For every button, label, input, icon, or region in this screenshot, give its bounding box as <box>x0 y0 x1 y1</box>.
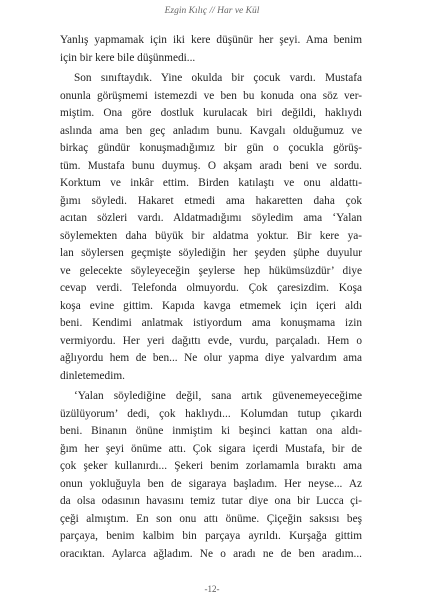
text-line: acıtan sözleri vardı. Aldatmadığımı söyledim ama ‘Yalan <box>60 212 362 224</box>
body-text <box>60 32 362 563</box>
text-line: onun yokluğuyla ben de sigaraya başladım. Her neyse... Az <box>60 477 362 490</box>
running-header: Ezgin Kılıç // Har ve Kül <box>164 6 260 16</box>
text-line: oracıktan. Aylarca ağladım. Ne o aradı ne de ben aradım... <box>60 547 362 560</box>
text-line: birkaç gündür konuşmadığımız bir gün o çocukla görüş- <box>60 142 362 154</box>
text-line: Korktum ve inkâr ettim. Birden katılaştı ve onu aldattı- <box>60 177 362 189</box>
text-line: ağlıyordu hem de ben... Ne olur yapma diye yalvardım ama <box>60 352 362 364</box>
paragraph-3 <box>60 388 362 563</box>
paragraph-1 <box>60 32 362 67</box>
text-line: onunla görüşmemi istemezdi ve ben bu konuda ona söz ver- <box>60 89 362 102</box>
text-line: ğım her şeyi önüme attı. Çok sigara içerdi Mustafa, bir de <box>60 442 362 455</box>
text-line: koşa evine gittim. Kapıda kavga etmemek için içeri aldı <box>60 299 362 312</box>
text-line: için bir kere bile düşünmedi... <box>60 51 196 64</box>
text-line: ğımı söyledi. Hakaret etmedi ama hakaretten daha çok <box>60 194 362 207</box>
text-line: parçaya, benim kalbim bin parçaya ayrıldı. Kurşağa gittim <box>60 530 362 542</box>
text-line: söylemekten daha büyük bir aldatma yoktur. Bir kere ya- <box>60 229 362 242</box>
text-line: tüm. Mustafa bunu duymuş. O akşam aradı beni ve sordu. <box>60 159 362 172</box>
text-line: üzülüyorum’ dedi, çok haklıydı... Kolumdan tutup çıkardı <box>60 407 362 420</box>
text-line: dinletemedim. <box>60 369 125 382</box>
text-line: lan söylersen geçmişte söylediğin her şeyden şüphe duyulur <box>60 247 362 259</box>
text-line: da olsa odasının havasını temiz tutar diye ona bir Lucca çi- <box>60 495 362 507</box>
paragraph-2 <box>60 70 362 385</box>
page-number: -12- <box>204 584 220 594</box>
text-line: cevap verdi. Telefonda olmuyordu. Çok çaresizdim. Koşa <box>60 282 362 294</box>
text-line: çeği almıştım. En son onu attı önüme. Çiçeğin saksısı beş <box>60 512 362 525</box>
text-line: vermiyordu. Her yeri dağıttı evde, vurdu, parçaladı. Hem o <box>60 334 362 347</box>
text-line: aslında ama ben geç anladım bunu. Kavgalı olduğumuz ve <box>60 124 362 137</box>
text-line: ‘Yalan söylediğine değil, sana artık güvenemeyeceğime <box>74 390 362 402</box>
text-line: beni. Kendimi anlatmak istiyordum ama konuşmama izin <box>60 317 362 329</box>
text-line: miştim. Ona göre dostluk kurulacak biri değildi, haklıydı <box>60 107 362 119</box>
text-line: Yanlış yapmamak için iki kere düşünür her şeyi. Ama benim <box>60 34 362 46</box>
text-line: çok şeker kullanırdı... Şekeri benim zorlamamla bıraktı ama <box>60 460 362 472</box>
text-line: beni. Binanın önüne inmiştim ki beşinci kattan ona aldı- <box>60 425 362 437</box>
text-line: Son sınıftaydık. Yine okulda bir çocuk vardı. Mustafa <box>74 72 362 84</box>
text-line: ve gelecekte söyleyeceğin şeylerse hep hükümsüzdür’ diye <box>60 264 362 277</box>
